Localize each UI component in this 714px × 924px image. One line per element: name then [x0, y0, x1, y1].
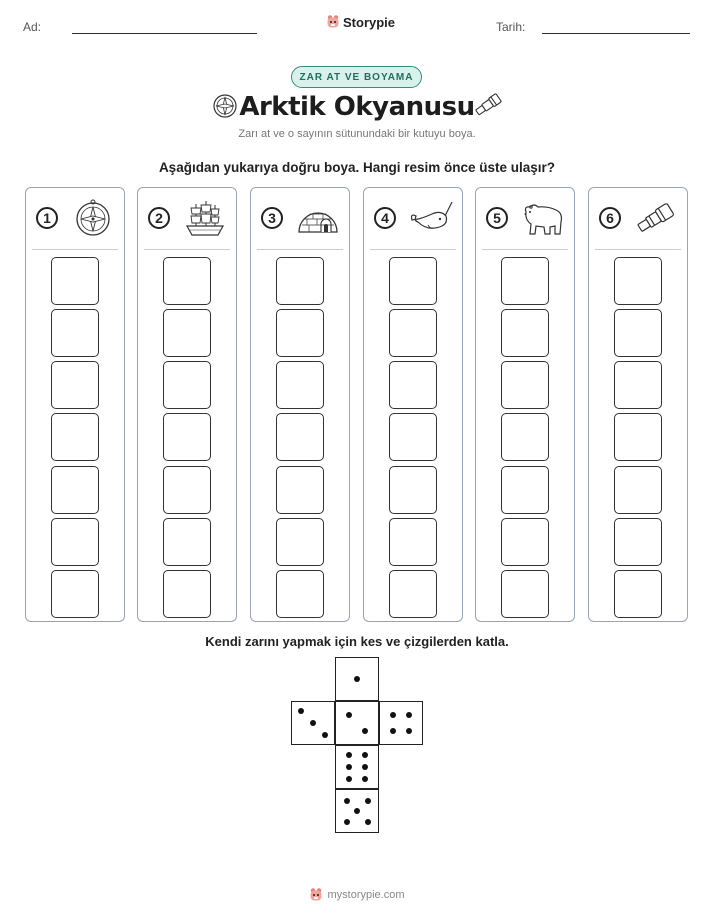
- coloring-box[interactable]: [163, 466, 211, 514]
- dice-face-1: [335, 657, 379, 701]
- dice-pip: [322, 732, 328, 738]
- coloring-box[interactable]: [389, 570, 437, 618]
- coloring-box[interactable]: [614, 413, 662, 461]
- dice-pip: [362, 728, 368, 734]
- coloring-box[interactable]: [276, 257, 324, 305]
- narwhal-icon: [408, 198, 454, 238]
- coloring-box[interactable]: [276, 518, 324, 566]
- coloring-box[interactable]: [501, 361, 549, 409]
- column-number: 6: [599, 207, 621, 229]
- dice-pip: [362, 776, 368, 782]
- dice-pip: [390, 728, 396, 734]
- coloring-box[interactable]: [163, 361, 211, 409]
- coloring-box[interactable]: [51, 466, 99, 514]
- dice-pip: [346, 776, 352, 782]
- dice-pip: [346, 712, 352, 718]
- dice-instruction: Kendi zarını yapmak için kes ve çizgilerden katla.: [205, 634, 509, 649]
- date-label: Tarih:: [496, 20, 526, 34]
- dice-pip: [346, 764, 352, 770]
- coloring-box[interactable]: [163, 518, 211, 566]
- page-subtitle: Zarı at ve o sayının sütunundaki bir kutuyu boya.: [238, 128, 476, 140]
- dice-pip: [354, 808, 360, 814]
- coloring-box[interactable]: [276, 309, 324, 357]
- coloring-box[interactable]: [389, 518, 437, 566]
- coloring-box[interactable]: [163, 257, 211, 305]
- coloring-box[interactable]: [501, 413, 549, 461]
- column-6: [588, 187, 688, 622]
- footer-url: mystorypie.com: [327, 889, 405, 901]
- dice-pip: [362, 752, 368, 758]
- brand-logo: [326, 14, 395, 30]
- coloring-box[interactable]: [501, 518, 549, 566]
- igloo-icon: [295, 198, 341, 238]
- dice-pip: [365, 819, 371, 825]
- dice-pip: [406, 712, 412, 718]
- coloring-box[interactable]: [614, 309, 662, 357]
- dice-pip: [406, 728, 412, 734]
- coloring-box[interactable]: [51, 257, 99, 305]
- coloring-box[interactable]: [51, 361, 99, 409]
- coloring-box[interactable]: [389, 361, 437, 409]
- column-header: [476, 188, 574, 250]
- coloring-box[interactable]: [614, 361, 662, 409]
- coloring-box[interactable]: [389, 257, 437, 305]
- coloring-box[interactable]: [51, 518, 99, 566]
- page-title: Arktik Okyanusu: [239, 92, 475, 122]
- dice-pip: [346, 752, 352, 758]
- name-line[interactable]: [72, 33, 257, 34]
- column-2: [137, 187, 237, 622]
- column-header: [138, 188, 236, 250]
- coloring-box[interactable]: [614, 570, 662, 618]
- dice-pip: [390, 712, 396, 718]
- dice-face-6: [335, 745, 379, 789]
- coloring-box[interactable]: [501, 309, 549, 357]
- coloring-box[interactable]: [389, 309, 437, 357]
- coloring-box[interactable]: [501, 570, 549, 618]
- name-label: Ad:: [23, 20, 42, 34]
- coloring-box[interactable]: [163, 413, 211, 461]
- coloring-box[interactable]: [614, 257, 662, 305]
- coloring-box[interactable]: [276, 413, 324, 461]
- column-divider: [144, 249, 230, 250]
- column-divider: [482, 249, 568, 250]
- footer: [0, 887, 714, 903]
- dice-face-2: [335, 701, 379, 745]
- coloring-box[interactable]: [614, 466, 662, 514]
- dice-pip: [344, 819, 350, 825]
- ship-icon: [182, 198, 228, 238]
- dice-face-4: [379, 701, 423, 745]
- column-divider: [370, 249, 456, 250]
- coloring-box[interactable]: [501, 257, 549, 305]
- coloring-box[interactable]: [276, 361, 324, 409]
- dice-pip: [344, 798, 350, 804]
- dice-face-5: [335, 789, 379, 833]
- column-1: [25, 187, 125, 622]
- dice-pip: [362, 764, 368, 770]
- coloring-box[interactable]: [51, 413, 99, 461]
- telescope-icon: [472, 92, 504, 118]
- coloring-box[interactable]: [163, 309, 211, 357]
- polar-bear-icon: [520, 198, 566, 238]
- coloring-box[interactable]: [276, 466, 324, 514]
- column-divider: [32, 249, 118, 250]
- brand-name: Storypie: [343, 14, 396, 30]
- coloring-box[interactable]: [163, 570, 211, 618]
- coloring-box[interactable]: [389, 413, 437, 461]
- column-header: [251, 188, 349, 250]
- coloring-box[interactable]: [51, 309, 99, 357]
- column-3: [250, 187, 350, 622]
- dice-pip: [354, 676, 360, 682]
- column-number: 4: [374, 207, 396, 229]
- coloring-box[interactable]: [501, 466, 549, 514]
- column-4: [363, 187, 463, 622]
- column-5: [475, 187, 575, 622]
- dice-pip: [298, 708, 304, 714]
- dice-pip: [310, 720, 316, 726]
- coloring-box[interactable]: [51, 570, 99, 618]
- activity-badge: ZAR AT VE BOYAMA: [291, 66, 422, 88]
- dice-pip: [365, 798, 371, 804]
- compass-icon: [70, 198, 116, 238]
- column-number: 1: [36, 207, 58, 229]
- column-header: [26, 188, 124, 250]
- storypie-mascot-icon: [326, 14, 340, 30]
- column-header: [589, 188, 687, 250]
- column-number: 5: [486, 207, 508, 229]
- column-divider: [595, 249, 681, 250]
- dice-face-3: [291, 701, 335, 745]
- storypie-mascot-icon: [309, 887, 323, 903]
- instruction-text: Aşağıdan yukarıya doğru boya. Hangi resim önce üste ulaşır?: [158, 160, 556, 175]
- coloring-box[interactable]: [389, 466, 437, 514]
- column-divider: [257, 249, 343, 250]
- column-number: 3: [261, 207, 283, 229]
- telescope-icon: [633, 198, 679, 238]
- coloring-box[interactable]: [276, 570, 324, 618]
- column-header: [364, 188, 462, 250]
- column-number: 2: [148, 207, 170, 229]
- coloring-box[interactable]: [614, 518, 662, 566]
- date-line[interactable]: [542, 33, 690, 34]
